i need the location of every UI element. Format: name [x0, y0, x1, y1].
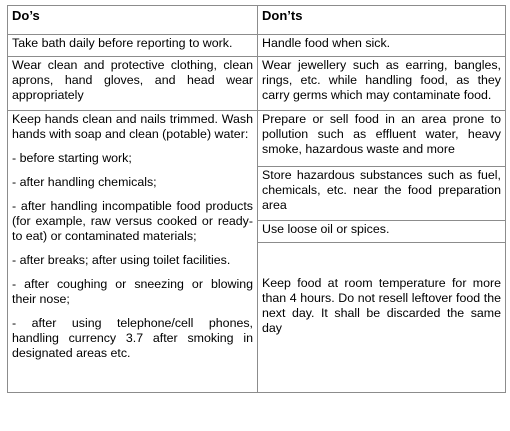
dos-header: Do’s — [8, 6, 258, 35]
do-cell: Take bath daily before reporting to work. — [8, 35, 258, 57]
table-row — [8, 35, 506, 57]
do-cell: Wear clean and protective clothing, clean aprons, hand gloves, and head wear appropriately — [8, 57, 258, 111]
do-cell-handwashing — [8, 111, 258, 393]
table-row — [8, 57, 506, 111]
list-item: - after handling incompatible food products (for example, raw versus cooked or ready-to eat) or contaminated materials; — [12, 199, 253, 243]
dont-cell: Store hazardous substances such as fuel, chemicals, etc. near the food preparation area — [258, 167, 506, 221]
dont-cell: Handle food when sick. — [258, 35, 506, 57]
dont-cell: Use loose oil or spices. — [258, 221, 506, 243]
donts-header: Don’ts — [258, 6, 506, 35]
table-row — [8, 111, 506, 167]
list-item: - after using telephone/cell phones, handling currency 3.7 after smoking in designated areas etc. — [12, 316, 253, 360]
list-item: - before starting work; — [12, 151, 132, 165]
dont-text: Keep food at room temperature for more than 4 hours. Do not resell leftover food the next day. It shall be discarded the same day — [262, 276, 501, 335]
list-item: - after breaks; after using toilet facilities. — [12, 253, 231, 267]
dos-donts-table — [7, 5, 506, 393]
header-row — [8, 6, 506, 35]
list-item: - after coughing or sneezing or blowing their nose; — [12, 277, 253, 306]
dont-cell: Wear jewellery such as earring, bangles, rings, etc. while handling food, as they carry germs which may contaminate food. — [258, 57, 506, 111]
dont-cell: Prepare or sell food in an area prone to pollution such as effluent water, heavy smoke, hazardous waste and more — [258, 111, 506, 167]
list-item: - after handling chemicals; — [12, 175, 157, 189]
dont-cell — [258, 243, 506, 393]
handwashing-intro: Keep hands clean and nails trimmed. Wash hands with soap and clean (potable) water: — [12, 112, 253, 141]
